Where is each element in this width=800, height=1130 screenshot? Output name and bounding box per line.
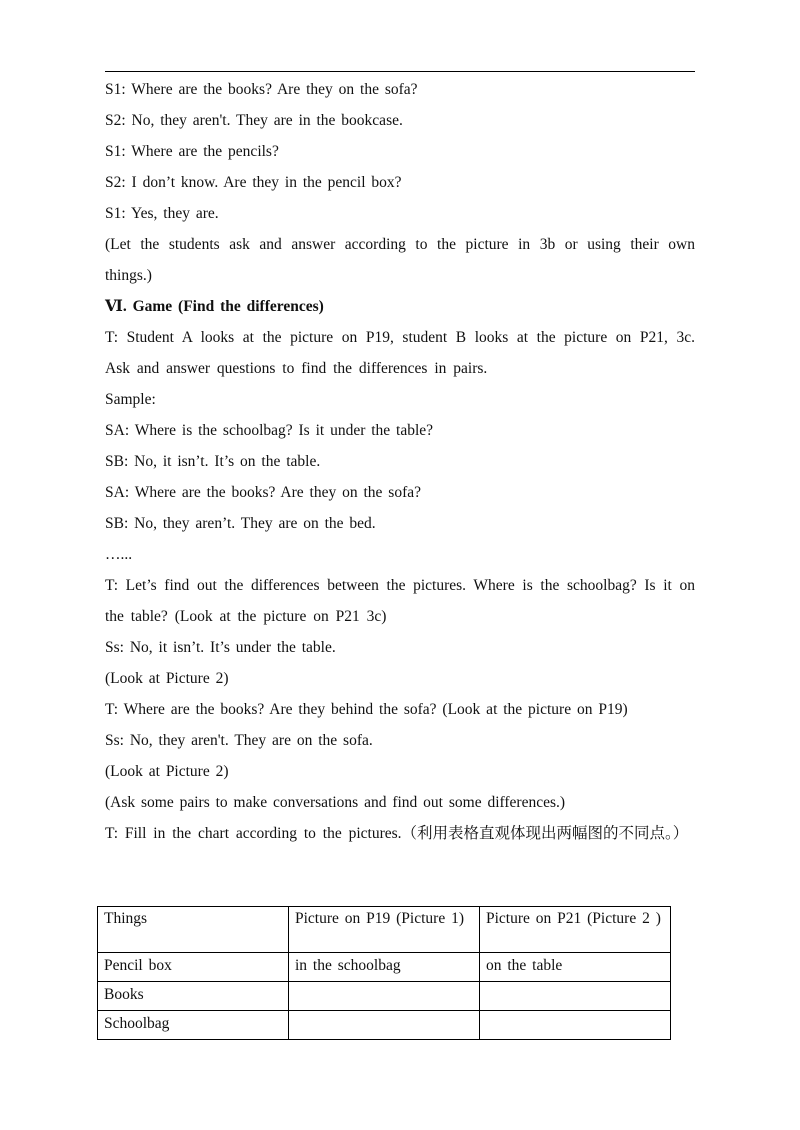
table-row xyxy=(98,953,671,982)
table-header-cell: Picture on P19 (Picture 1) xyxy=(289,907,480,953)
differences-table-wrap xyxy=(97,906,670,1040)
header-rule xyxy=(105,71,695,72)
sample-label: Sample: xyxy=(105,391,156,408)
sample-dialogue-line: SB: No, it isn’t. It’s on the table. xyxy=(105,453,321,470)
teacher-question: T: Where are the books? Are they behind the sofa? (Look at the picture on P19) xyxy=(105,701,628,718)
table-cell: in the schoolbag xyxy=(289,953,480,982)
teacher-instruction: T: Student A looks at the picture on P19, student B looks at the picture on P21, 3c. Ask and answer questions to find the differences in pairs. xyxy=(105,329,695,377)
class-answer: Ss: No, it isn’t. It’s under the table. xyxy=(105,639,336,656)
table-cell: on the table xyxy=(480,953,671,982)
table-cell xyxy=(289,982,480,1011)
look-note: (Look at Picture 2) xyxy=(105,670,229,687)
pair-instruction: (Ask some pairs to make conversations and find out some differences.) xyxy=(105,794,566,811)
sample-dialogue-line: SA: Where is the schoolbag? Is it under the table? xyxy=(105,422,434,439)
instruction-paragraph: (Let the students ask and answer according to the picture in 3b or using their own things.) xyxy=(105,236,695,284)
teacher-question: T: Let’s find out the differences between the pictures. Where is the schoolbag? Is it on the table? (Look at the picture on P21 3c) xyxy=(105,577,695,625)
lesson-text xyxy=(105,74,695,849)
dialogue-line: S1: Yes, they are. xyxy=(105,205,219,222)
table-row xyxy=(98,982,671,1011)
table-cell: Schoolbag xyxy=(98,1011,289,1040)
table-cell xyxy=(480,982,671,1011)
class-answer: Ss: No, they aren't. They are on the sofa. xyxy=(105,732,373,749)
chart-instruction: T: Fill in the chart according to the pictures.（利用表格直观体现出两幅图的不同点。） xyxy=(105,825,689,842)
dialogue-line: S2: I don’t know. Are they in the pencil box? xyxy=(105,174,402,191)
table-header-cell: Things xyxy=(98,907,289,953)
dialogue-line: S1: Where are the books? Are they on the sofa? xyxy=(105,81,418,98)
section-heading: Ⅵ. Game (Find the differences) xyxy=(105,298,324,315)
table-cell xyxy=(289,1011,480,1040)
table-header-cell: Picture on P21 (Picture 2 ) xyxy=(480,907,671,953)
table-cell: Books xyxy=(98,982,289,1011)
ellipsis-line: …... xyxy=(105,546,133,563)
table-row xyxy=(98,1011,671,1040)
differences-table xyxy=(97,906,671,1040)
sample-dialogue-line: SB: No, they aren’t. They are on the bed. xyxy=(105,515,376,532)
table-header-row xyxy=(98,907,671,953)
look-note: (Look at Picture 2) xyxy=(105,763,229,780)
table-cell xyxy=(480,1011,671,1040)
dialogue-line: S2: No, they aren't. They are in the bookcase. xyxy=(105,112,403,129)
dialogue-line: S1: Where are the pencils? xyxy=(105,143,279,160)
sample-dialogue-line: SA: Where are the books? Are they on the sofa? xyxy=(105,484,421,501)
table-cell: Pencil box xyxy=(98,953,289,982)
